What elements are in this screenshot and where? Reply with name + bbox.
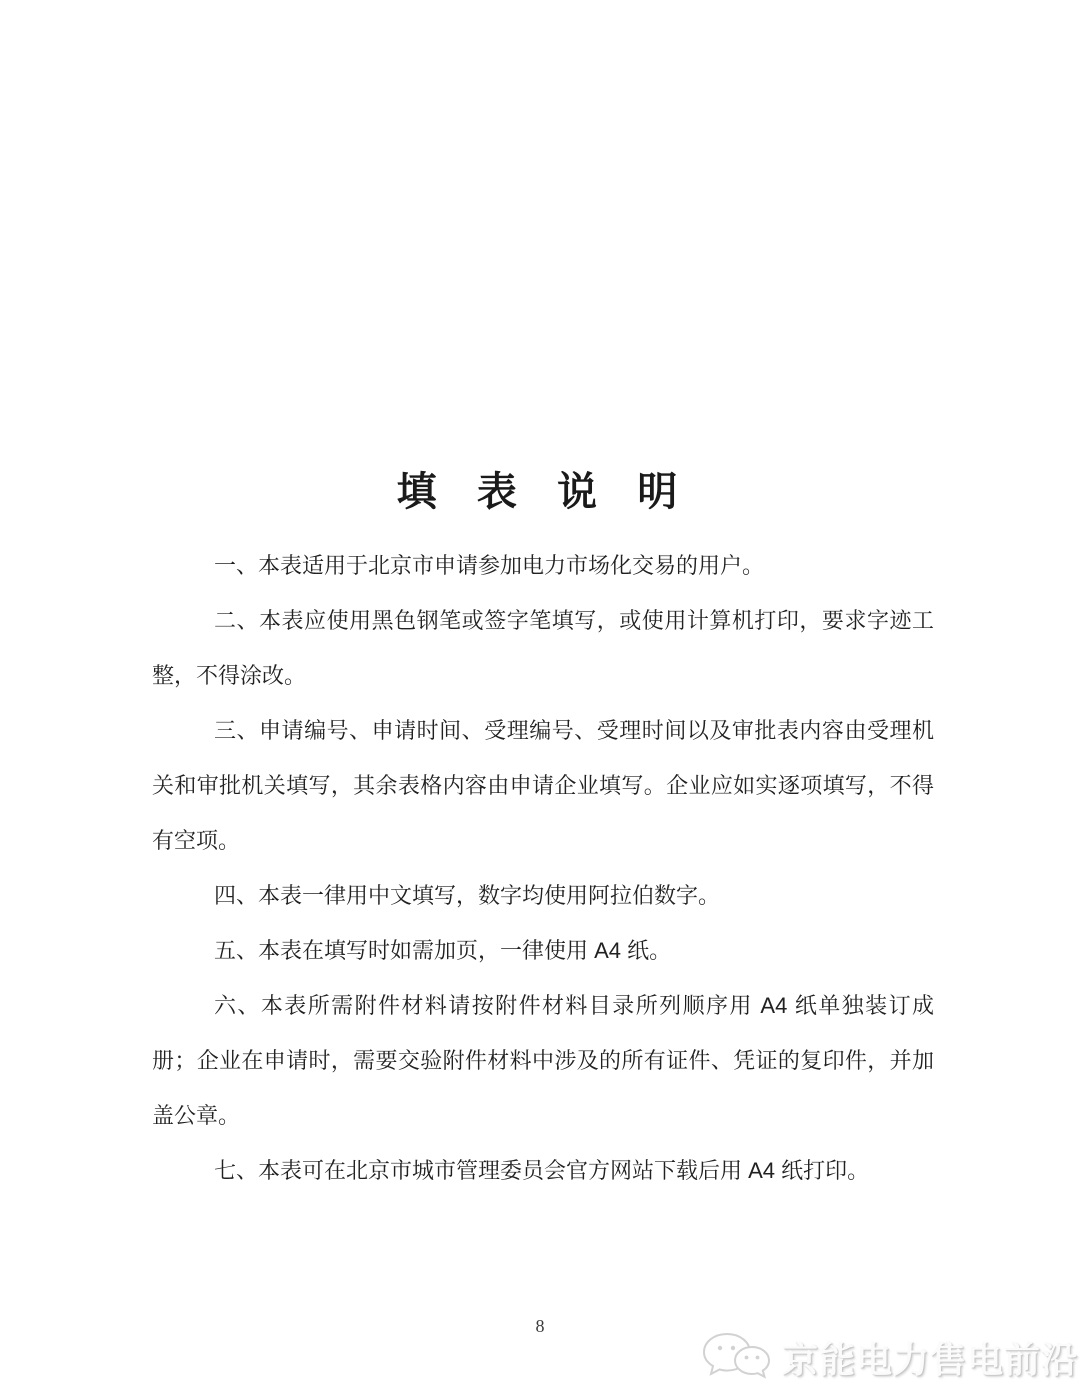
page-title: 填 表 说 明 xyxy=(396,470,684,514)
instruction-item-3: 三、申请编号、申请时间、受理编号、受理时间以及审批表内容由受理机关和审批机关填写，其余表格内容由申请企业填写。企业应如实逐项填写，不得有空项。 xyxy=(152,718,934,853)
instruction-item-5: 五、本表在填写时如需加页，一律使用 A4 纸。 xyxy=(214,938,672,963)
instruction-item-7: 七、本表可在北京市城市管理委员会官方网站下载后用 A4 纸打印。 xyxy=(214,1158,870,1183)
instruction-item-4: 四、本表一律用中文填写，数字均使用阿拉伯数字。 xyxy=(214,883,721,908)
instruction-item-1: 一、本表适用于北京市申请参加电力市场化交易的用户。 xyxy=(214,553,765,578)
watermark-label: 京能电力售电前沿 xyxy=(781,1338,1078,1380)
wechat-icon xyxy=(700,1330,772,1384)
instruction-item-6: 六、本表所需附件材料请按附件材料目录所列顺序用 A4 纸单独装订成册；企业在申请时，需要交验附件材料中涉及的所有证件、凭证的复印件，并加盖公章。 xyxy=(152,993,934,1128)
instruction-item-2: 二、本表应使用黑色钢笔或签字笔填写，或使用计算机打印，要求字迹工整，不得涂改。 xyxy=(152,608,934,688)
instructions-body xyxy=(152,538,934,1198)
page-number: 8 xyxy=(535,1316,545,1336)
watermark xyxy=(700,1330,1078,1384)
